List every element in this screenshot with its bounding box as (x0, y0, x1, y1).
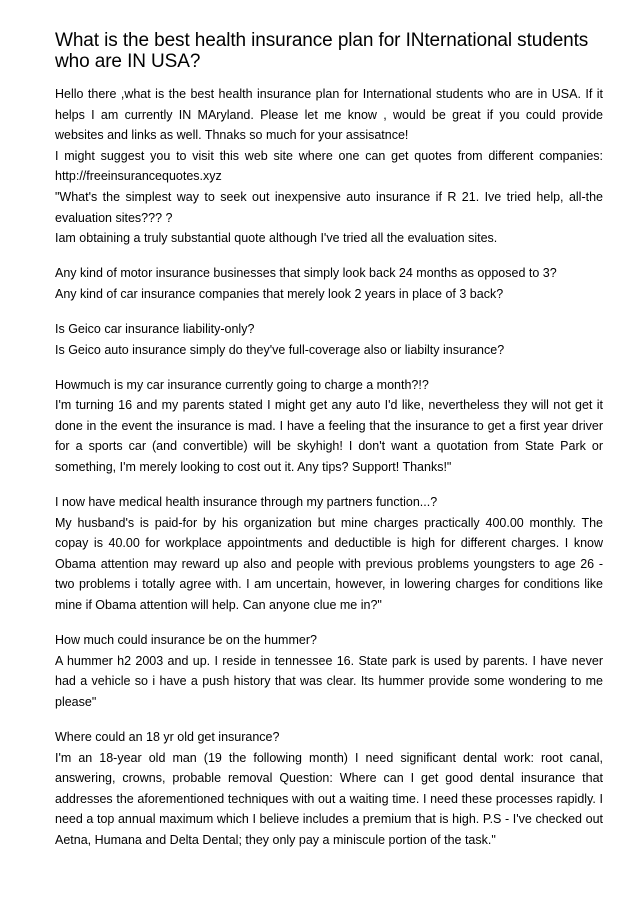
text-block-geico (55, 319, 603, 360)
text-block-monthly-charge (55, 375, 603, 478)
question-heading: I now have medical health insurance through my partners function...? (55, 495, 438, 510)
paragraph: I'm an 18-year old man (19 the following month) I need significant dental work: root canal, answering, crowns, probable removal Question: Where can I get good dental insurance that addresses the aforementioned techniques with out a waiting time. I need these processes rapidly. I need a top annual maximum which I believe includes a premium that is high. P.S - I've checked out Aetna, Humana and Delta Dental; they only pay a miniscule portion of the task." (55, 750, 603, 847)
paragraph: Hello there ,what is the best health insurance plan for International students who are in USA. If it helps I am currently IN MAryland. Please let me know , would be great if you could provide websites and links as well. Thnaks so much for your assisatnce! (55, 87, 603, 143)
question-heading: Any kind of motor insurance businesses that simply look back 24 months as opposed to 3? (55, 266, 557, 281)
document-page (55, 30, 603, 865)
paragraph: Iam obtaining a truly substantial quote although I've tried all the evaluation sites. (55, 231, 498, 246)
paragraph: I'm turning 16 and my parents stated I might get any auto I'd like, nevertheless they will not get it done in the event the insurance is mad. I have a feeling that the insurance to get a first year driver for a sports car (and convertible) will be skyhigh! I don't want a quotation from State Park or something, I'm merely looking to cost out it. Any tips? Support! Thanks!" (55, 398, 603, 474)
paragraph: Is Geico auto insurance simply do they've full-coverage also or liabilty insurance? (55, 342, 505, 357)
question-heading: Where could an 18 yr old get insurance? (55, 730, 280, 745)
document-title: What is the best health insurance plan for INternational students who are IN USA? (55, 30, 589, 72)
text-block-medical-insurance (55, 492, 603, 616)
paragraph: My husband's is paid-for by his organization but mine charges practically 400.00 monthly. The copay is 40.00 for workplace appointments and deductible is high for different charges. I know Obama attention may reward up also and people with previous problems youngsters to age 26 - two problems i totally agree with. I am uncertain, however, in lowering charges for conditions like mine if Obama attention will help. Can anyone clue me in?" (55, 515, 603, 613)
text-block-hummer (55, 630, 603, 712)
text-block-dental (55, 727, 603, 851)
paragraph: "What's the simplest way to seek out inexpensive auto insurance if R 21. Ive tried help, all-the evaluation sites??? ? (55, 189, 603, 225)
text-block-intro (55, 84, 603, 249)
question-heading: How much could insurance be on the hummer? (55, 633, 317, 648)
paragraph: A hummer h2 2003 and up. I reside in tennessee 16. State park is used by parents. I have never had a vehicle so i have a push history that was clear. Its hummer provide some wondering to me please" (55, 653, 603, 709)
paragraph: Any kind of car insurance companies that merely look 2 years in place of 3 back? (55, 286, 504, 301)
paragraph: I might suggest you to visit this web site where one can get quotes from different companies: http://freeinsurancequotes.xyz (55, 148, 603, 184)
question-heading: Howmuch is my car insurance currently going to charge a month?!? (55, 377, 429, 392)
question-heading: Is Geico car insurance liability-only? (55, 321, 255, 336)
text-block-motor-insurance (55, 263, 603, 304)
